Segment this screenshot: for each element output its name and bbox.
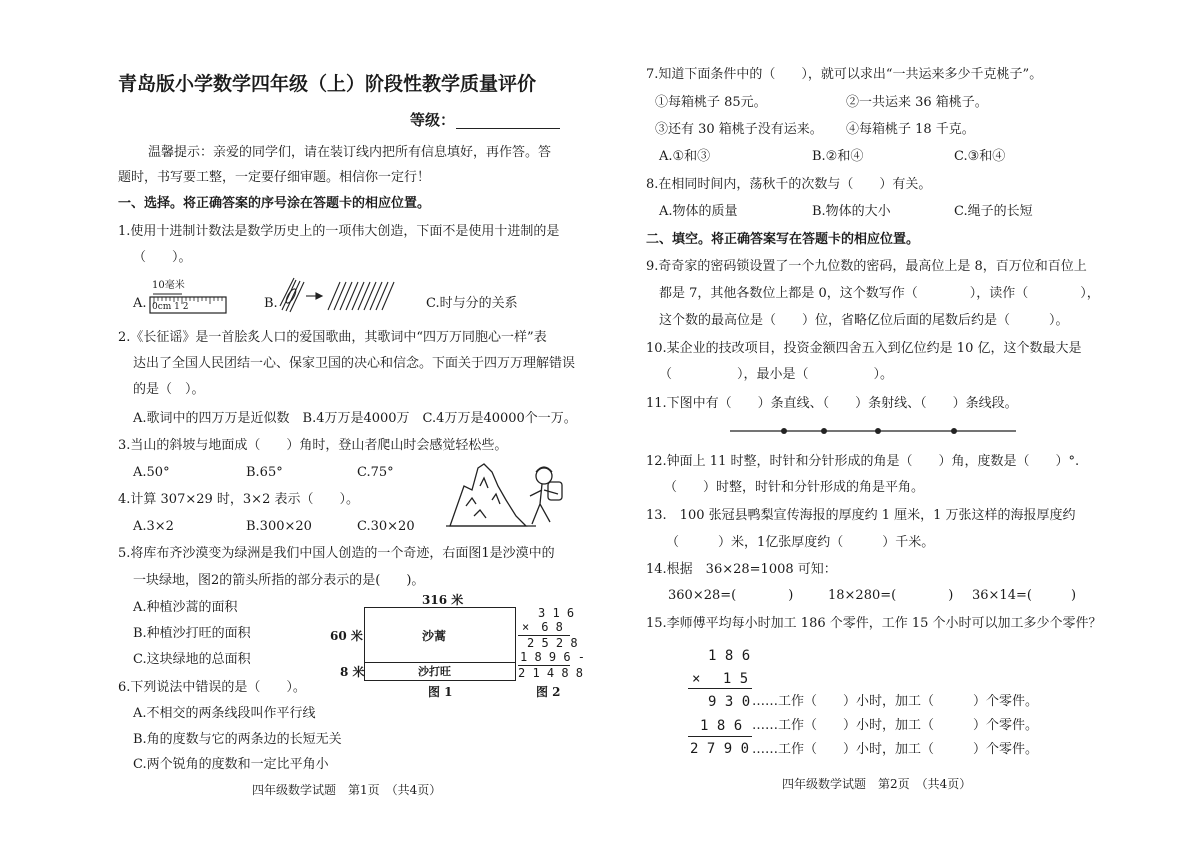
q2-options: A.歌词中的四万万是近似数 B.4万万是4000万 C.4万万是40000个一万。 (133, 411, 577, 426)
q1-option-a: A. (133, 296, 147, 311)
q10-text-2: （ ），最小是（ ）。 (659, 367, 894, 382)
fig1-region-shahao: 沙蒿 (422, 629, 447, 643)
fig2-row-2: × 6 8 (522, 620, 563, 634)
ruler-image (148, 280, 228, 316)
left-footer: 四年级数学试题 第1页 （共4页） (252, 783, 442, 797)
grade-answer-line[interactable] (456, 128, 560, 129)
q6-option-a: A.不相交的两条线段叫作平行线 (133, 706, 316, 721)
q6-text: 6.下列说法中错误的是（ ）。 (118, 680, 306, 695)
q1-blank: （ ）。 (133, 250, 192, 265)
q8-option-a: A.物体的质量 (659, 204, 738, 219)
calc-row-1: 1 8 6 (708, 648, 751, 664)
calc-row-3: 9 3 0 (708, 694, 751, 710)
fig1-divider (364, 662, 516, 663)
q4-option-c: C.30×20 (357, 519, 415, 534)
q14-text: 14.根据 36×28=1008 可知： (646, 562, 837, 577)
q2-text-1: 2.《长征谣》是一首脍炙人口的爱国歌曲，其歌词中“四万万同胞心一样”表 (118, 330, 547, 345)
q5-option-a: A.种植沙蒿的面积 (133, 600, 238, 615)
mountain-climber-icon (446, 456, 570, 530)
q6-option-b: B.角的度数与它的两条边的长短无关 (133, 732, 342, 747)
q1-text: 1.使用十进制计数法是数学历史上的一项伟大创造，下面不是使用十进制的是 (118, 224, 560, 239)
calc-rule-2 (688, 736, 752, 737)
tip-line-1: 温馨提示：亲爱的同学们，请在装订线内把所有信息填好，再作答。答 (148, 145, 552, 160)
fig1-region-shadawang: 沙打旺 (418, 665, 451, 678)
q15-text: 15.李师傅平均每小时加工 186 个零件，工作 15 个小时可以加工多少个零件？ (646, 616, 1102, 631)
q6-option-c: C.两个锐角的度数和一定比平角小 (133, 757, 329, 772)
q7-condition-1: ①每箱桃子 85元。 (655, 95, 767, 110)
q5-text-1: 5.将库布齐沙漠变为绿洲是我们中国人创造的一个奇迹，右面图1是沙漠中的 (118, 546, 555, 561)
sticks-bundle-icon (276, 276, 404, 316)
q7-option-c: C.③和④ (954, 149, 1006, 164)
q2-text-2: 达出了全国人民团结一心、保家卫国的决心和信念。下面关于四万万理解错误 (133, 356, 576, 371)
grade-label: 等级： (410, 111, 456, 129)
fig2-row-3: 2 5 2 8 (527, 636, 578, 650)
q7-condition-2: ②一共运来 36 箱桃子。 (846, 95, 988, 110)
q9-text-1: 9.奇奇家的密码锁设置了一个九位数的密码，最高位上是 8，百万位和百位上 (646, 259, 1087, 274)
q5-option-b: B.种植沙打旺的面积 (133, 626, 251, 641)
section-1-heading: 一、选择。将正确答案的序号涂在答题卡的相应位置。 (118, 196, 431, 211)
q10-text-1: 10.某企业的技改项目，投资金额四舍五入到亿位约是 10 亿，这个数最大是 (646, 341, 1082, 356)
fig2-row-5: 2 1 4 8 8 (518, 666, 584, 680)
line-segment-diagram (728, 424, 1018, 438)
fig2-row-1: 3 1 6 (538, 606, 575, 620)
q11-text: 11.下图中有（ ）条直线、（ ）条射线、（ ）条线段。 (646, 396, 1018, 411)
q12-text-1: 12.钟面上 11 时整，时针和分针形成的角是（ ）角，度数是（ ）°. (646, 454, 1080, 469)
q5-text-2: 一块绿地，图2的箭头所指的部分表示的是( )。 (133, 573, 425, 588)
page-title: 青岛版小学数学四年级（上）阶段性教学质量评价 (118, 73, 537, 95)
q5-option-c: C.这块绿地的总面积 (133, 652, 251, 667)
q8-option-c: C.绳子的长短 (954, 204, 1033, 219)
q14-item-b: 18×280=( ) (828, 588, 954, 603)
q3-option-a: A.50° (133, 465, 170, 480)
q7-option-b: B.②和④ (812, 149, 864, 164)
calc-note-1: ……工作（ ）小时，加工（ ）个零件。 (752, 694, 1039, 709)
calc-note-3: ……工作（ ）小时，加工（ ）个零件。 (752, 742, 1039, 757)
q8-text: 8.在相同时间内，荡秋千的次数与（ ）有关。 (646, 177, 932, 192)
q7-text: 7.知道下面条件中的（ ），就可以求出“一共运来多少千克桃子”。 (646, 67, 1043, 82)
q8-option-b: B.物体的大小 (812, 204, 891, 219)
q13-text-1: 13. 100 张冠县鸭梨宣传海报的厚度约 1 厘米，1 万张这样的海报厚度约 (646, 508, 1076, 523)
q7-condition-3: ③还有 30 箱桃子没有运来。 (655, 122, 823, 137)
fig2-row-4: 1 8 9 6 - (520, 650, 586, 664)
calc-row-4: 1 8 6 (700, 718, 743, 734)
q1-option-b: B. (264, 296, 278, 311)
ruler-bottom-label: 0cm 1 2 (152, 302, 189, 312)
right-footer: 四年级数学试题 第2页 （共4页） (782, 777, 972, 791)
q7-option-a: A.①和③ (659, 149, 711, 164)
q4-option-b: B.300×20 (246, 519, 312, 534)
fig1-caption: 图 1 (428, 685, 453, 699)
q14-item-a: 360×28=( ) (668, 588, 794, 603)
q2-text-3: 的是（ ）。 (133, 382, 205, 397)
calc-row-2: × 1 5 (692, 671, 749, 687)
q13-text-2: （ ）米，1亿张厚度约（ ）千米。 (666, 535, 935, 550)
q14-item-c: 36×14=( ) (972, 588, 1077, 603)
q12-text-2: （ ）时整，时针和分针形成的角是平角。 (664, 480, 925, 495)
fig2-caption: 图 2 (536, 685, 561, 699)
calc-row-5: 2 7 9 0 (690, 741, 750, 757)
fig1-width-label: 316 米 (422, 593, 464, 607)
q3-option-b: B.65° (246, 465, 283, 480)
q1-option-c: C.时与分的关系 (426, 296, 518, 311)
fig1-strip-label: 8 米 (340, 665, 365, 679)
calc-note-2: ……工作（ ）小时，加工（ ）个零件。 (752, 718, 1039, 733)
q9-text-2: 都是 7，其他各数位上都是 0，这个数写作（ ），读作（ ）， (659, 286, 1100, 301)
calc-rule-1 (688, 688, 752, 689)
ruler-top-label: 10毫米 (152, 280, 185, 291)
fig1-height-label: 60 米 (330, 629, 363, 643)
q3-text: 3.当山的斜坡与地面成（ ）角时，登山者爬山时会感觉轻松些。 (118, 438, 508, 453)
q7-condition-4: ④每箱桃子 18 千克。 (846, 122, 975, 137)
q4-option-a: A.3×2 (133, 519, 174, 534)
section-2-heading: 二、填空。将正确答案写在答题卡的相应位置。 (646, 232, 920, 247)
q9-text-3: 这个数的最高位是（ ）位，省略亿位后面的尾数后约是（ ）。 (659, 313, 1069, 328)
q4-text: 4.计算 307×29 时，3×2 表示（ ）。 (118, 492, 359, 507)
q3-option-c: C.75° (357, 465, 394, 480)
tip-line-2: 题时，书写要工整，一定要仔细审题。相信你一定行！ (118, 170, 431, 185)
